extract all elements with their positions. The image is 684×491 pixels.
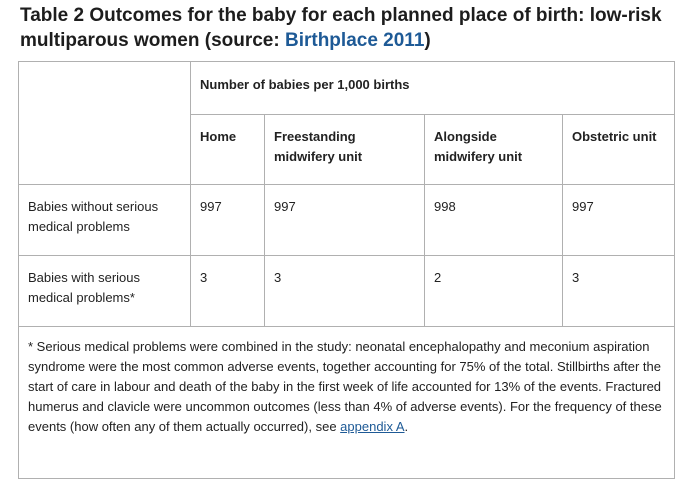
cell-value: 997 xyxy=(563,185,675,256)
footnote xyxy=(19,327,675,479)
table-row xyxy=(19,256,675,327)
row-label: Babies without serious medical problems xyxy=(19,185,191,256)
cell-value: 997 xyxy=(265,185,425,256)
cell-value: 3 xyxy=(563,256,675,327)
cell-value: 997 xyxy=(191,185,265,256)
column-header-alongside: Alongside midwifery unit xyxy=(425,115,563,185)
group-header: Number of babies per 1,000 births xyxy=(191,62,675,115)
cell-value: 2 xyxy=(425,256,563,327)
column-header-obstetric: Obstetric unit xyxy=(563,115,675,185)
footnote-end: . xyxy=(404,419,409,434)
table-row xyxy=(19,185,675,256)
cell-value: 3 xyxy=(191,256,265,327)
table-title-text: Table 2 Outcomes for the baby for each planned place of birth: low-risk multiparous women (source: xyxy=(20,5,662,51)
row-label: Babies with serious medical problems* xyxy=(19,256,191,327)
cell-value: 3 xyxy=(265,256,425,327)
column-header-freestanding: Freestanding midwifery unit xyxy=(265,115,425,185)
footnote-text: * Serious medical problems were combined in the study: neonatal encephalopathy and meconium aspiration syndrome were the most common adverse events, together accounting for 75% of the total. Stillbirths after the start of care in labour and death of the baby in the first week of life accounted for 13% of the events. Fractured humerus and clavicle were uncommon outcomes (less than 4% of adverse events). For the frequency of these events (how often any of them actually occurred), see xyxy=(28,339,662,434)
cell-value: 998 xyxy=(425,185,563,256)
table-title xyxy=(20,3,670,53)
birthplace-2011-link[interactable]: Birthplace 2011 xyxy=(284,30,425,51)
table-title-close: ) xyxy=(424,30,431,51)
outcomes-table xyxy=(18,61,675,479)
column-header-home: Home xyxy=(191,115,265,185)
appendix-a-link[interactable]: appendix A xyxy=(340,419,405,434)
corner-cell xyxy=(19,62,191,185)
